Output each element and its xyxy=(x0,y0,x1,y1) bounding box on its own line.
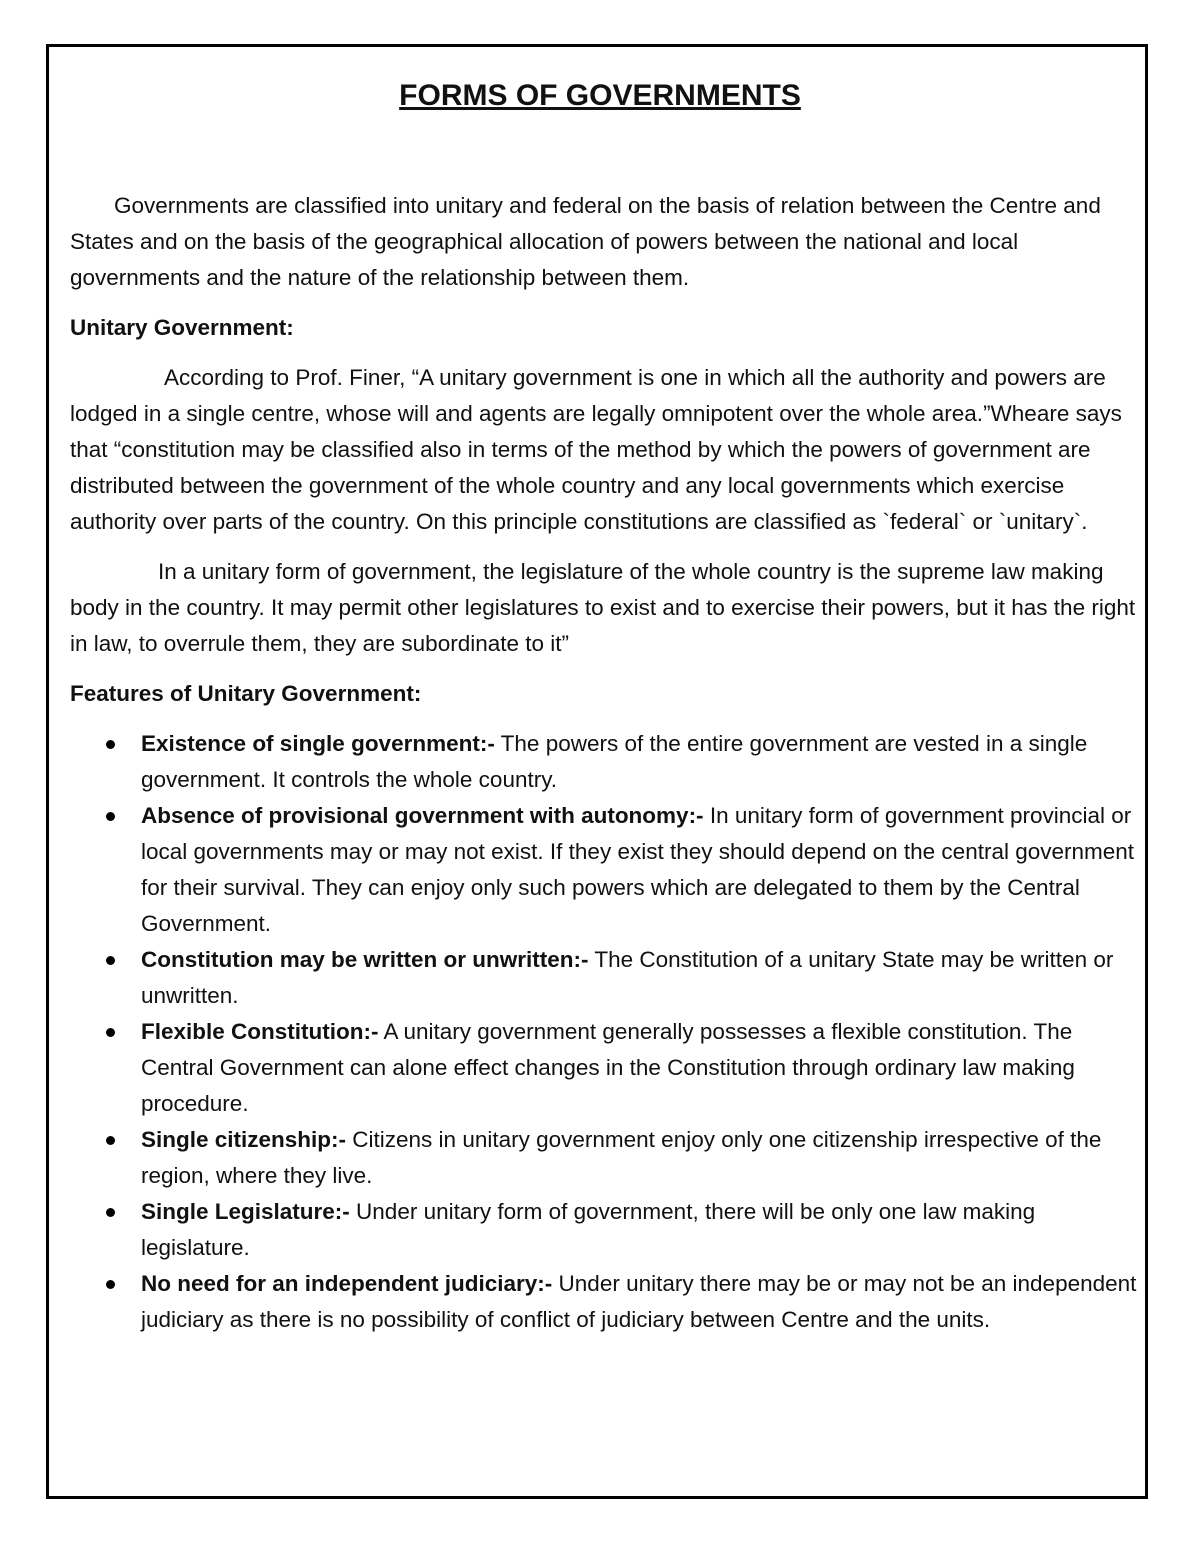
finer-definition-paragraph: According to Prof. Finer, “A unitary government is one in which all the authority and powers are lodged in a single centre, whose will and agents are legally omnipotent over the whole area.”Wheare says that “constitution may be classified also in terms of the method by which the powers of government are distributed between the government of the whole country and any local governments which exercise authority over parts of the country. On this principle constitutions are classified as `federal` or `unitary`. xyxy=(70,365,1122,534)
bullet-icon xyxy=(106,740,115,749)
feature-title: No need for an independent judiciary:- xyxy=(141,1271,553,1296)
bullet-icon xyxy=(106,1208,115,1217)
feature-text: Citizens in unitary government enjoy only one citizenship irrespective of the region, where they live. xyxy=(141,1127,1102,1188)
intro-paragraph: Governments are classified into unitary and federal on the basis of relation between the Centre and States and on the basis of the geographical allocation of powers between the national and local governments and the nature of the relationship between them. xyxy=(70,193,1101,290)
feature-title: Existence of single government:- xyxy=(141,731,495,756)
bullet-icon xyxy=(106,1028,115,1037)
feature-text: A unitary government generally possesses a flexible constitution. The Central Government can alone effect changes in the Constitution through ordinary law making procedure. xyxy=(141,1019,1075,1116)
feature-title: Flexible Constitution:- xyxy=(141,1019,379,1044)
list-item xyxy=(70,1194,1140,1266)
feature-title: Single citizenship:- xyxy=(141,1127,347,1152)
bullet-icon xyxy=(106,1136,115,1145)
list-item xyxy=(70,1014,1140,1122)
list-item xyxy=(70,942,1140,1014)
feature-title: Single Legislature:- xyxy=(141,1199,350,1224)
legislature-paragraph: In a unitary form of government, the legislature of the whole country is the supreme law making body in the country. It may permit other legislatures to exist and to exercise their powers, but it has the right in law, to overrule them, they are subordinate to it” xyxy=(70,559,1136,656)
feature-text: In unitary form of government provincial or local governments may or may not exist. If they exist they should depend on the central government for their survival. They can enjoy only such powers which are delegated to them by the Central Government. xyxy=(141,803,1135,936)
features-heading: Features of Unitary Government: xyxy=(70,681,422,706)
feature-title: Absence of provisional government with autonomy:- xyxy=(141,803,704,828)
list-item xyxy=(70,798,1140,942)
list-item xyxy=(70,1122,1140,1194)
list-item xyxy=(70,1266,1140,1338)
features-list xyxy=(70,726,1140,1338)
page-title: FORMS OF GOVERNMENTS xyxy=(399,79,801,112)
document-body xyxy=(70,76,1140,1338)
list-item xyxy=(70,726,1140,798)
feature-text: Under unitary there may be or may not be an independent judiciary as there is no possibility of conflict of judiciary between Centre and the units. xyxy=(141,1271,1137,1332)
bullet-icon xyxy=(106,812,115,821)
feature-text: Under unitary form of government, there will be only one law making legislature. xyxy=(141,1199,1036,1260)
feature-title: Constitution may be written or unwritten:- xyxy=(141,947,589,972)
bullet-icon xyxy=(106,956,115,965)
unitary-heading: Unitary Government: xyxy=(70,315,294,340)
bullet-icon xyxy=(106,1280,115,1289)
feature-text: The Constitution of a unitary State may be written or unwritten. xyxy=(141,947,1114,1008)
feature-text: The powers of the entire government are vested in a single government. It controls the whole country. xyxy=(141,731,1088,792)
